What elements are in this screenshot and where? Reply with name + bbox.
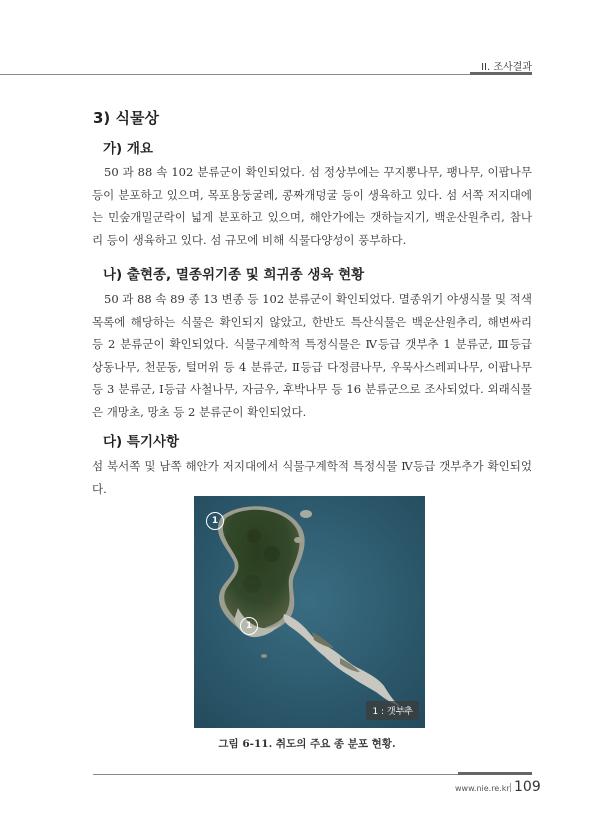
footer-separator: | xyxy=(509,783,513,793)
page-number: 109 xyxy=(514,779,541,795)
distribution-marker-northwest: 1 xyxy=(206,512,224,530)
figure-caption: 그림 6-11. 취도의 주요 종 분포 현황. xyxy=(218,738,396,750)
subsection-title-species-status: 나) 출현종, 멸종위기종 및 희귀종 생육 현황 xyxy=(103,267,365,283)
island-map-figure xyxy=(194,496,425,728)
satellite-map-image xyxy=(194,496,425,728)
header-rule xyxy=(0,74,532,75)
footer-accent-bar xyxy=(458,772,532,775)
header-section-label: II. 조사결과 xyxy=(481,62,532,73)
notes-paragraph: 섬 북서쪽 및 남쪽 해안가 저지대에서 식물구계학적 특정식물 Ⅳ등급 갯부추가 확인되었다. xyxy=(92,459,532,496)
map-legend: 1 : 갯부추 xyxy=(366,701,419,720)
footer-url: www.nie.re.kr xyxy=(455,784,510,793)
species-status-paragraph: 50 과 88 속 89 종 13 변종 등 102 분류군이 확인되었다. 멸종위기 야생식물 및 적색목록에 해당하는 식물은 확인되지 않았고, 한반도 특산식물은 백운산원추리, 해변싸리 등 2 분류군이 확인되었다. 식물구계학적 특정식물은 Ⅳ등급 갯부추 1 분류군, Ⅲ등급 상동나무, 천문동, 털머위 등 4 분류군, Ⅱ등급 다정큼나무, 우묵사스레피나무, 이팝나무 등 3 분류군, Ⅰ등급 사철나무, 자금우, 후박나무 등 16 분류군으로 조사되었다. 외래식물은 개망초, 망초 등 2 분류군이 확인되었다. xyxy=(92,292,532,419)
subsection-title-notes: 다) 특기사항 xyxy=(103,434,180,450)
distribution-marker-south: 1 xyxy=(240,617,258,635)
section-title: 3) 식물상 xyxy=(93,109,159,127)
overview-paragraph: 50 과 88 속 102 분류군이 확인되었다. 섬 정상부에는 꾸지뽕나무, 팽나무, 이팝나무 등이 분포하고 있으며, 목포용둥굴레, 콩짜개덩굴 등이 생육하고 있다. 섬 서쪽 저지대에는 민숲개밀군락이 넓게 분포하고 있으며, 해안가에는 갯하늘지기, 백운산원추리, 참나리 등이 생육하고 있다. 섬 규모에 비해 식물다양성이 풍부하다. xyxy=(92,165,532,247)
subsection-title-overview: 가) 개요 xyxy=(103,141,153,157)
